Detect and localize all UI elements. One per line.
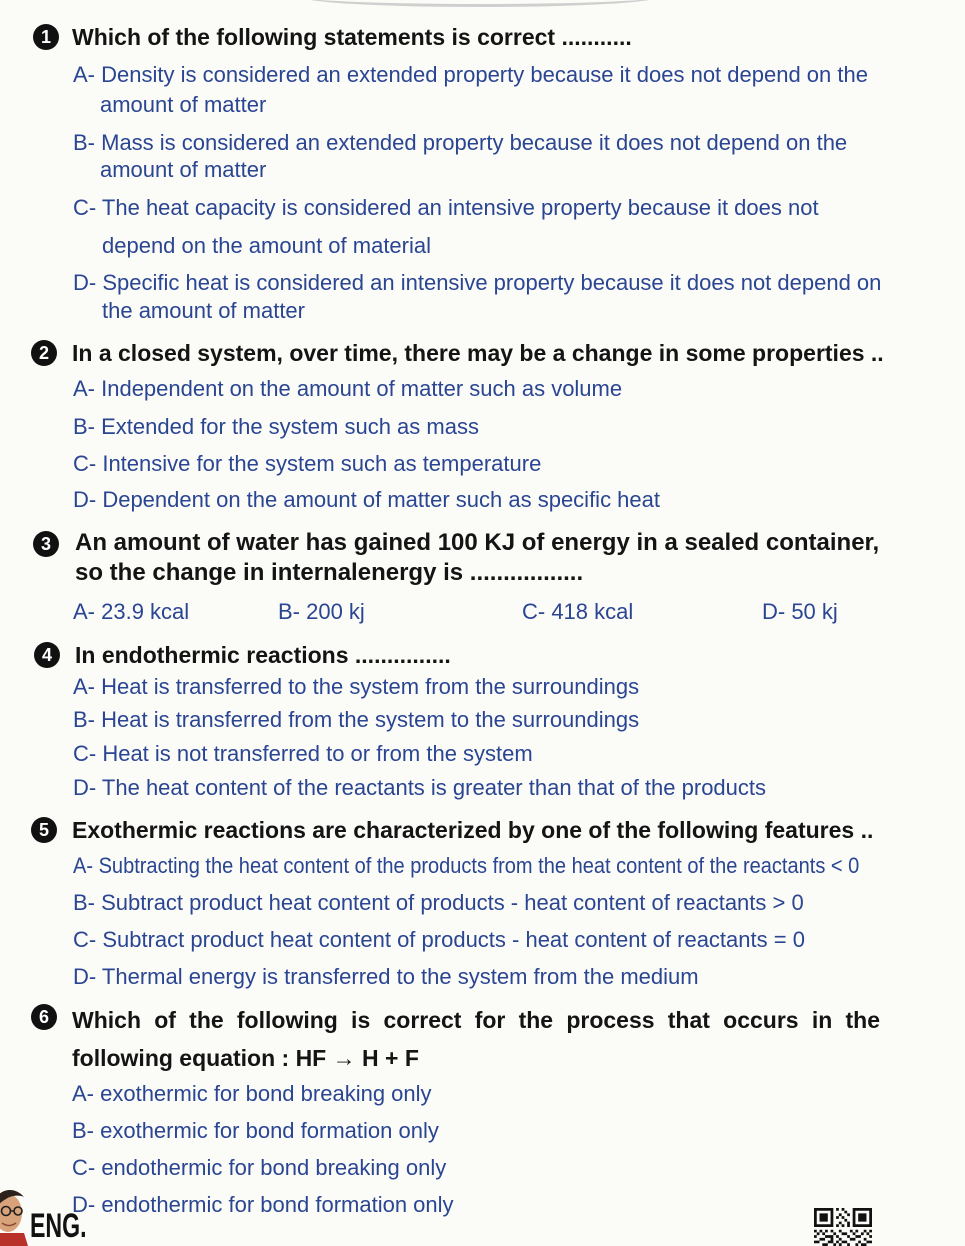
question-2-number-badge: 2: [31, 340, 57, 366]
option-text-line: C- 418 kcal: [522, 599, 634, 624]
option-text-line: D- 50 kj: [762, 599, 838, 624]
option-text-line: A- exothermic for bond breaking only: [72, 1081, 432, 1106]
question-1-number-badge: 1: [33, 24, 59, 50]
question-6-number-badge: 6: [31, 1004, 57, 1030]
option-text-line: B- exothermic for bond formation only: [72, 1118, 439, 1143]
option-text-line: D- The heat content of the reactants is greater than that of the products: [73, 775, 767, 800]
question-4-title: In endothermic reactions ...............: [75, 642, 451, 668]
option-text-line: A- Subtracting the heat content of the products from the heat content of the reactants < 0: [73, 853, 860, 878]
question-1-title: Which of the following statements is correct ...........: [72, 24, 632, 50]
question-5-number-badge: 5: [31, 817, 57, 843]
option-text-line: A- 23.9 kcal: [73, 599, 190, 624]
question-3-number-badge: 3: [33, 531, 59, 557]
option-text-line: amount of matter: [100, 157, 267, 182]
option-text-line: B- Subtract product heat content of products - heat content of reactants > 0: [73, 890, 804, 915]
option-text-line: A- Density is considered an extended property because it does not depend on the: [73, 62, 868, 87]
option-text-line: C- The heat capacity is considered an intensive property because it does not: [73, 195, 819, 220]
option-text-line: C- endothermic for bond breaking only: [72, 1155, 447, 1180]
option-text-line: B- Heat is transferred from the system to the surroundings: [73, 707, 640, 732]
option-text-line: D- Specific heat is considered an intensive property because it does not depend on: [73, 270, 882, 295]
option-text-line: B- 200 kj: [278, 599, 365, 624]
author-photo: [0, 1183, 28, 1246]
question-2-title: In a closed system, over time, there may be a change in some properties ..: [72, 340, 884, 366]
option-text-line: the amount of matter: [102, 298, 305, 323]
eng-logo: ENG.: [30, 1207, 87, 1245]
question-title-line: so the change in internalenergy is .................: [75, 559, 584, 586]
option-text-line: C- Subtract product heat content of products - heat content of reactants = 0: [73, 927, 805, 952]
qr-code-icon: [814, 1208, 872, 1246]
option-text-line: D- endothermic for bond formation only: [72, 1192, 454, 1217]
option-text-line: C- Heat is not transferred to or from the system: [73, 741, 533, 766]
option-text-line: A- Independent on the amount of matter such as volume: [73, 376, 623, 401]
option-text-line: B- Extended for the system such as mass: [73, 414, 479, 439]
option-text-line: depend on the amount of material: [102, 233, 432, 258]
option-text-line: C- Intensive for the system such as temperature: [73, 451, 542, 476]
question-title-line: An amount of water has gained 100 KJ of energy in a sealed container,: [75, 529, 880, 556]
question-title-line: Which of the following is correct for the process that occurs in the: [72, 1007, 880, 1033]
question-4-number-badge: 4: [34, 642, 60, 668]
option-text-line: D- Dependent on the amount of matter such as specific heat: [73, 487, 660, 512]
question-title-line: following equation : HF → H + F: [72, 1045, 419, 1071]
page-edge-shadow: [300, 0, 660, 7]
option-text-line: A- Heat is transferred to the system from the surroundings: [73, 674, 640, 699]
option-text-line: B- Mass is considered an extended property because it does not depend on the: [73, 130, 848, 155]
question-5-title: Exothermic reactions are characterized by one of the following features ..: [72, 817, 874, 843]
option-text-line: D- Thermal energy is transferred to the system from the medium: [73, 964, 699, 989]
option-text-line: amount of matter: [100, 92, 267, 117]
